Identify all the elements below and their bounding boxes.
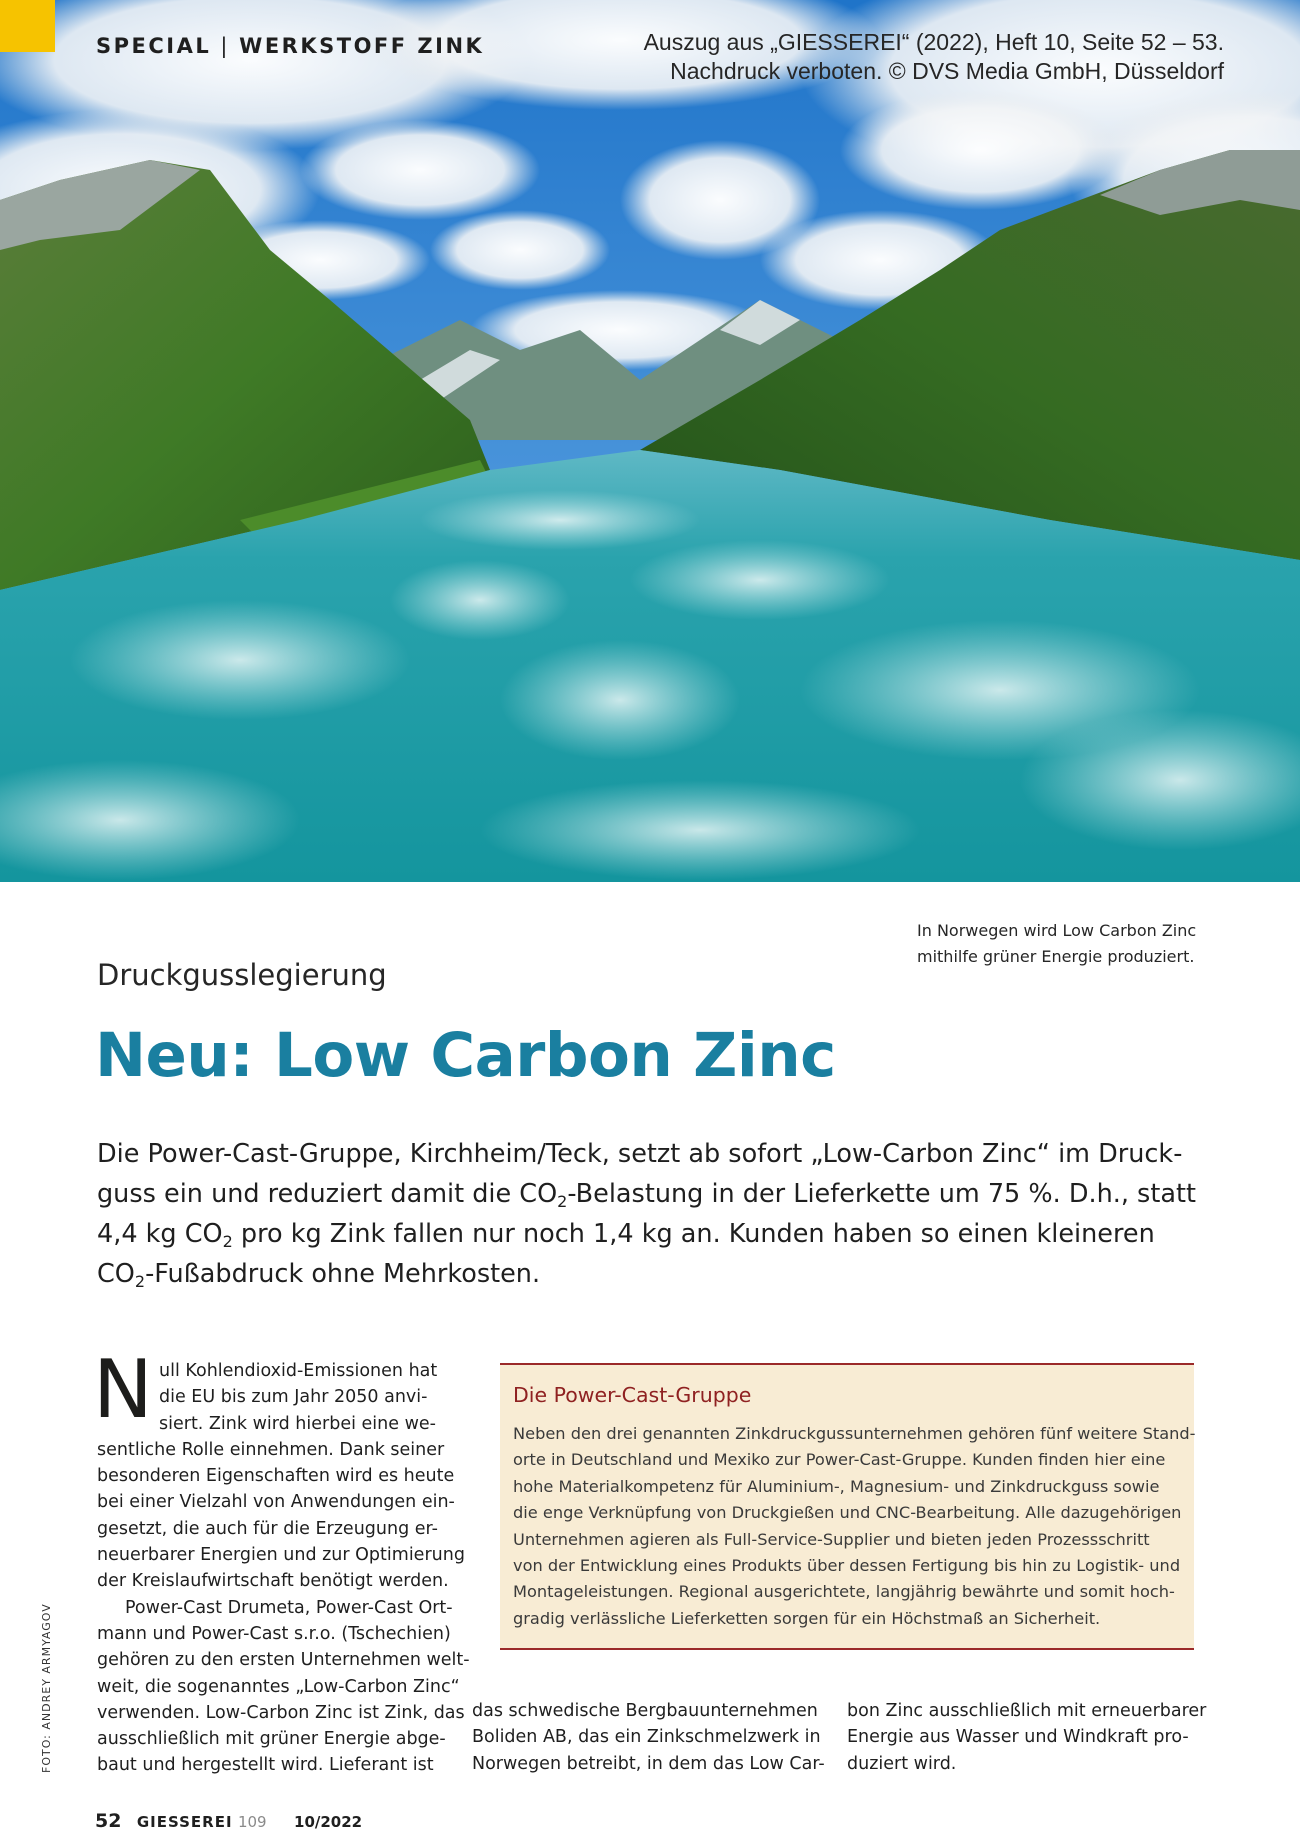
body-line: neuerbarer Energien und zur Optimierung xyxy=(97,1545,465,1566)
info-box-line: die enge Verknüpfung von Druckgießen und CNC-Bearbeitung. Alle dazugehörigen xyxy=(513,1503,1182,1523)
lead-line: $CO_2$-Fußabdruck ohne Mehrkosten. xyxy=(97,1259,541,1291)
reprint-notice-line: Auszug aus „GIESSEREI“ (2022), Heft 10, Seite 52 – 53. xyxy=(643,29,1224,55)
drop-cap-paragraph xyxy=(93,1343,447,1437)
body-line: siert. Zink wird hierbei eine we- xyxy=(159,1413,436,1434)
body-column-2 xyxy=(472,1698,825,1777)
section-color-tab xyxy=(0,0,55,52)
lead-line: Die Power-Cast-Gruppe, Kirchheim/Teck, setzt ab sofort „Low-Carbon Zinc“ im Druck- xyxy=(97,1139,1183,1169)
body-line: baut und hergestellt wird. Lieferant ist xyxy=(97,1755,434,1776)
body-line: der Kreislaufwirtschaft benötigt werden. xyxy=(97,1571,449,1592)
photo-caption xyxy=(917,918,1237,970)
body-line: ausschließlich mit grüner Energie abge- xyxy=(97,1729,446,1750)
article-lead xyxy=(97,1134,1207,1294)
body-line: bei einer Vielzahl von Anwendungen ein- xyxy=(97,1492,455,1513)
info-box-text xyxy=(513,1421,1196,1632)
photo-caption-line: In Norwegen wird Low Carbon Zinc xyxy=(917,921,1197,940)
body-line: gehören zu den ersten Unternehmen welt- xyxy=(97,1650,470,1671)
body-line: gesetzt, die auch für die Erzeugung er- xyxy=(97,1518,438,1539)
body-line: weit, die sogenanntes „Low-Carbon Zinc“ xyxy=(97,1676,460,1697)
body-line: besonderen Eigenschaften wird es heute xyxy=(97,1466,455,1487)
body-line: die EU bis zum Jahr 2050 anvi- xyxy=(159,1387,428,1408)
section-label-separator: | xyxy=(211,34,240,58)
info-box-title: Die Power-Cast-Gruppe xyxy=(513,1383,752,1407)
fjord-landscape-image xyxy=(0,0,1300,882)
section-label-topic: WERKSTOFF ZINK xyxy=(239,34,485,58)
body-line: mann und Power-Cast s.r.o. (Tschechien) xyxy=(97,1623,451,1644)
info-box-line: gradig verlässliche Lieferketten sorgen für ein Höchstmaß an Sicherheit. xyxy=(513,1608,1101,1628)
drop-cap: N xyxy=(93,1343,153,1436)
info-box-line: hohe Materialkompetenz für Aluminium-, Magnesium- und Zinkdruckguss sowie xyxy=(513,1476,1160,1496)
photo-credit: FOTO: ANDREY ARMYAGOV xyxy=(40,1603,53,1773)
body-line: ull Kohlendioxid-Emissionen hat xyxy=(159,1361,438,1381)
photo-caption-line: mithilfe grüner Energie produziert. xyxy=(917,947,1195,966)
reprint-notice xyxy=(424,28,1224,86)
info-box-line: Neben den drei genannten Zinkdruckgussunternehmen gehören fünf weitere Stand- xyxy=(513,1424,1196,1443)
body-line: sentliche Rolle einnehmen. Dank seiner xyxy=(97,1439,445,1460)
magazine-name: GIESSEREI xyxy=(136,1813,233,1831)
body-column-1 xyxy=(93,1343,470,1779)
page-number: 52 xyxy=(95,1810,122,1832)
article-kicker: Druckgusslegierung xyxy=(97,958,387,992)
issue-number: 10/2022 xyxy=(294,1813,363,1831)
page-footer xyxy=(95,1810,362,1832)
body-line: Energie aus Wasser und Windkraft pro- xyxy=(847,1727,1189,1748)
article-headline: Neu: Low Carbon Zinc xyxy=(95,1020,836,1091)
info-box-line: Unternehmen agieren als Full-Service-Supplier und bieten jeden Prozessschritt xyxy=(513,1529,1150,1549)
section-label-special: SPECIAL xyxy=(96,34,212,58)
lead-line: 4,4 kg $CO_2$ pro kg Zink fallen nur noch 1,4 kg an. Kunden haben so einen kleineren xyxy=(97,1219,1155,1251)
body-line: Power-Cast Drumeta, Power-Cast Ort- xyxy=(125,1597,453,1618)
body-line: bon Zinc ausschließlich mit erneuerbarer xyxy=(847,1701,1207,1721)
info-box xyxy=(500,1363,1194,1650)
body-column-3 xyxy=(847,1698,1207,1777)
reprint-notice-line: Nachdruck verboten. © DVS Media GmbH, Düsseldorf xyxy=(670,58,1224,84)
body-line: Boliden AB, das ein Zinkschmelzwerk in xyxy=(472,1727,821,1748)
info-box-line: von der Entwicklung eines Produkts über dessen Fertigung bis hin zu Logistik- und xyxy=(513,1556,1181,1576)
hero-photo xyxy=(0,0,1300,882)
body-line: verwenden. Low-Carbon Zinc ist Zink, das xyxy=(97,1702,465,1723)
info-box-line: Montageleistungen. Regional ausgerichtete, langjährig bewährte und somit hoch- xyxy=(513,1582,1175,1602)
magazine-volume: 109 xyxy=(237,1813,267,1831)
lead-line: guss ein und reduziert damit die $CO_2$-Belastung in der Lieferkette um 75 %. D.h., statt xyxy=(97,1179,1196,1211)
body-line: das schwedische Bergbauunternehmen xyxy=(472,1701,818,1721)
body-line: duziert wird. xyxy=(847,1753,957,1774)
body-line: Norwegen betreibt, in dem das Low Car- xyxy=(472,1753,825,1774)
info-box-line: orte in Deutschland und Mexiko zur Power-Cast-Gruppe. Kunden finden hier eine xyxy=(513,1450,1166,1470)
